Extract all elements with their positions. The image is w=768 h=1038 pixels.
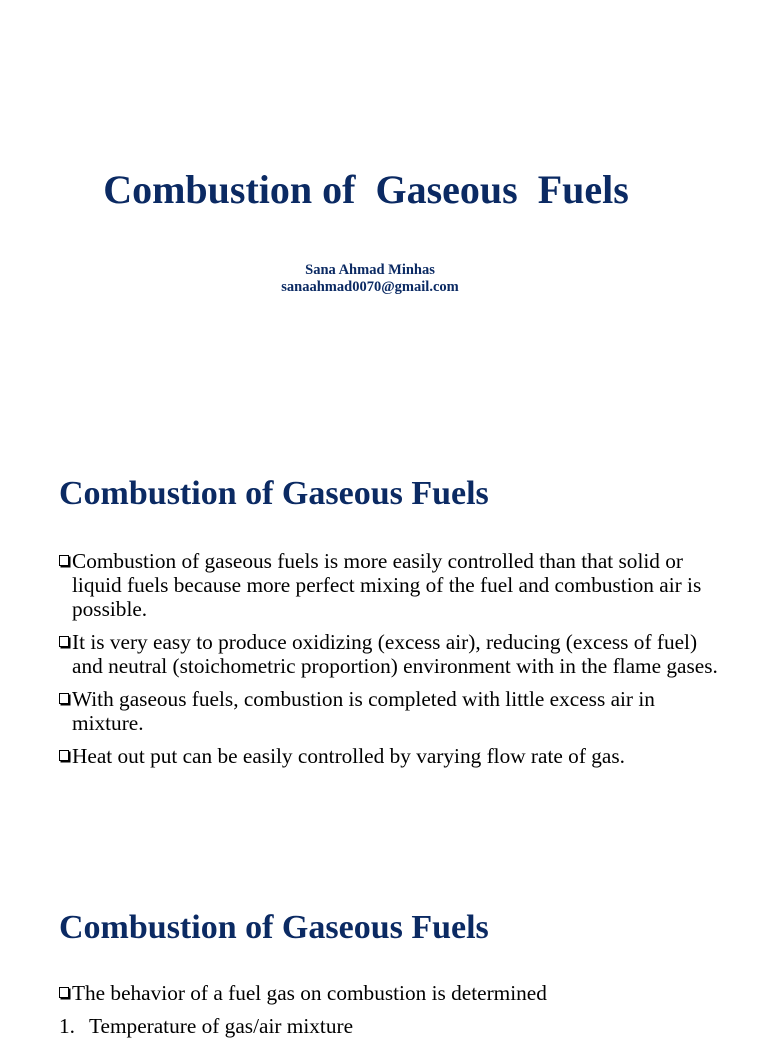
bullet-text: Combustion of gaseous fuels is more easily controlled than that solid or liquid fuels because more perfect mixing of the fuel and combustion air is possible. (72, 549, 702, 621)
title-slide (0, 0, 768, 432)
square-bullet-icon (59, 636, 69, 647)
bullet-list (59, 549, 729, 777)
bullet-text: It is very easy to produce oxidizing (excess air), reducing (excess of fuel) and neutral (stoichometric proportion) environment with in the flame gases. (72, 630, 718, 678)
bullet-list (59, 981, 729, 1014)
square-bullet-icon (59, 987, 69, 998)
square-bullet-icon (59, 555, 69, 566)
author-email: sanaahmad0070@gmail.com (281, 279, 459, 295)
square-bullet-icon (59, 693, 69, 704)
bullet-text: Heat out put can be easily controlled by varying flow rate of gas. (72, 744, 625, 768)
bullet-text: The behavior of a fuel gas on combustion is determined (72, 981, 547, 1005)
slide-title: Combustion of Gaseous Fuels (59, 475, 489, 512)
content-slide-1 (0, 432, 768, 864)
bullet-item (59, 687, 729, 735)
numbered-item (59, 1014, 353, 1038)
bullet-item (59, 630, 729, 678)
presentation-title: Combustion of Gaseous Fuels (103, 167, 629, 212)
square-bullet-icon (59, 750, 69, 761)
bullet-item (59, 549, 729, 621)
content-slide-2 (0, 864, 768, 1038)
bullet-text: With gaseous fuels, combustion is completed with little excess air in mixture. (72, 687, 655, 735)
numbered-item-text: Temperature of gas/air mixture (89, 1014, 354, 1038)
bullet-item (59, 744, 729, 768)
slide-title: Combustion of Gaseous Fuels (59, 909, 489, 946)
bullet-item (59, 981, 729, 1005)
author-name: Sana Ahmad Minhas (305, 262, 435, 278)
author-block (0, 262, 740, 296)
item-number: 1. (59, 1014, 75, 1038)
